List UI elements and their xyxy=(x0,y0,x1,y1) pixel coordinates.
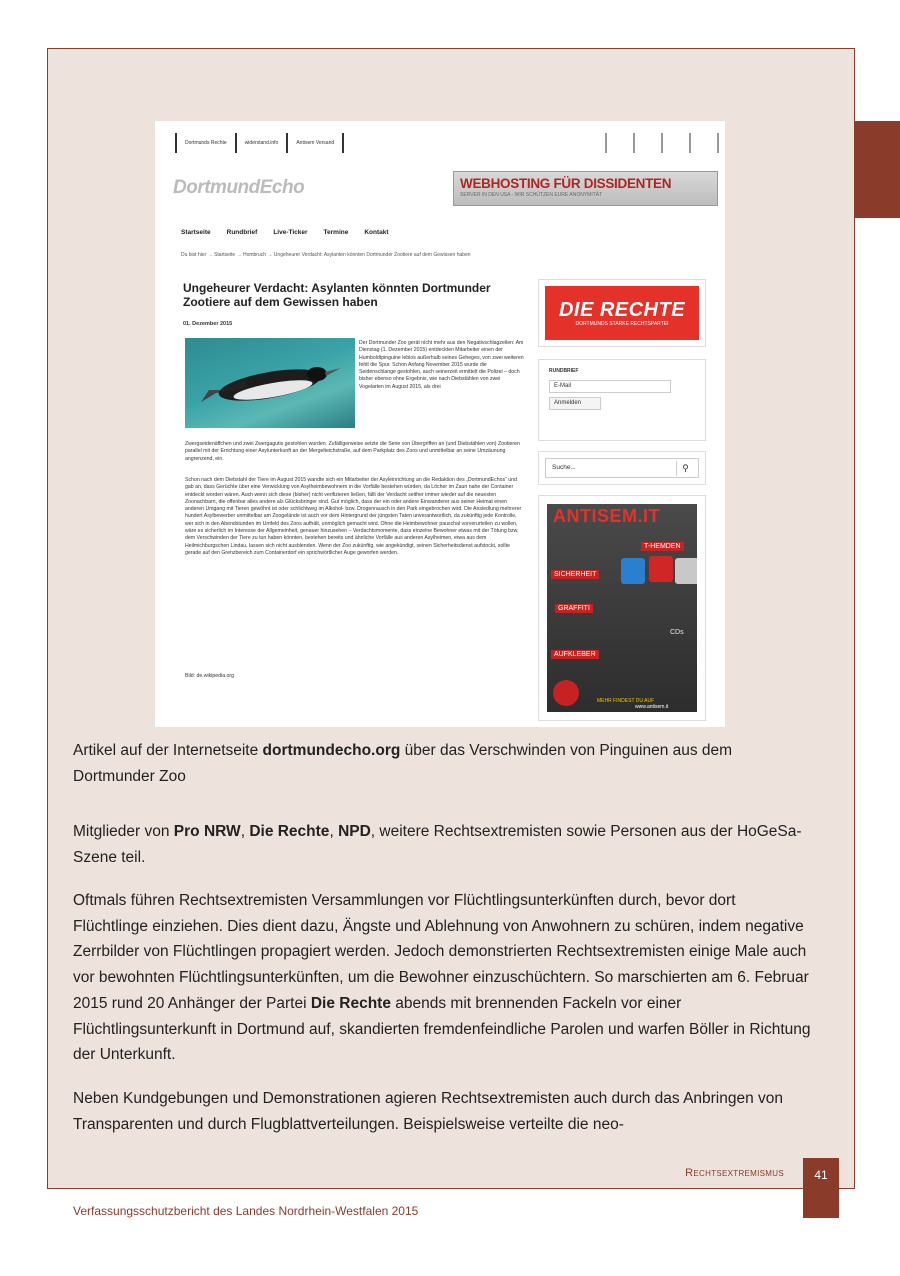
page-number: 41 xyxy=(803,1158,839,1218)
body-bold: Die Rechte xyxy=(249,823,330,840)
caption-site-name: dortmundecho.org xyxy=(262,742,401,759)
article-paragraph: Schon nach dem Diebstahl der Tiere im August 2015 wandte sich ein Mitarbeiter der Asyleinrichtung an die Redaktion des „DortmundEchos“ und gab an, dass Gerüchte über eine Verwicklung von Asylheimbewohnern in die Vorfälle bestehen würden, da Löcher im Zaun nahe der Container entdeckt worden wären. Auch wenn sich diese (bisher) nicht verifizieren ließen, fällt der Verdacht seither immer wieder auf die neuesten Zoonachbarn, die offenbar alles andere als Glücksbringer sind. Gut möglich, dass der ein oder andere Einwanderer aus seiner Heimat einen anderen Umgang mit Tieren gewöhnt ist oder schlichtweg im Alkohol- bzw. Drogenrausch in den Park eingebrochen wird. Die Ansiedlung mehrerer hundert Asylbewerber unmittelbar am Zoogelände ist auch vor dem Hintergrund der jüngsten Taten unverantwortlich, da zukünftig jede Kontrolle, wer sich in den Abendstunden im Umfeld des Zoos aufhält, unmöglich gemacht wird. Ohne die Heimbewohner pauschal vorverurteilen zu wollen, wäre es sicherlich im Interesse der Allgemeinheit, genauer hinzusehen – Verdachtsmomente, dass einzelne Bewohner etwas mit der Tötung bzw. dem Verschwinden der Tiere zu tun haben könnten, bestehen bereits und ähnliche Vorfälle aus anderen Asylheimen, etwa aus dem Heilmichburgschen Lindau, lassen sich nicht ausblenden. Wenn der Zoo zukünftig, wie angekündigt, seinen Sicherheitsdienst aufstockt, sollte gerade auf den Grenzbereich zum Containerdorf ein sprichwörtlicher Auge geworfen werden. xyxy=(185,477,522,556)
breadcrumb: Du bist hier → Startseite → Hombruch → Ungeheurer Verdacht: Asylanten könnten Dortmunder Zootiere auf dem Gewissen haben xyxy=(181,252,471,258)
main-nav-item: Live-Ticker xyxy=(273,229,308,236)
body-paragraph: Neben Kundgebungen und Demonstrationen agieren Rechtsextremisten auch durch das Anbringen von Transparenten und durch Flugblattverteilungen. Beispielsweise verteilte die neo- xyxy=(73,1090,784,1133)
article-paragraph: Der Dortmunder Zoo gerät nicht mehr aus den Negativschlagzeilen: Am Dienstag (1. Dezember 2015) entdeckten Mitarbeiter einen der Humboldtpinguine leblos außerhalb seines Geheges, von zwei weiteren fehlt die Spur. Schon Anfang November 2015 wurde die Seidenschlange gestohlen, auch seinerzeit ermittelt die Polizei – doch bisher ebenso ohne Ergebnis, wie nach Diebstählen von zwei Vogelarten im August 2015, als drei xyxy=(359,340,524,390)
banner-subtitle: SERVER IN DEN USA - WIR SCHÜTZEN EURE ANONYMITÄT xyxy=(460,192,603,198)
body-paragraph xyxy=(73,819,813,870)
email-field: E-Mail xyxy=(549,380,671,393)
ad-url: www.antisem.it xyxy=(635,704,669,710)
body-bold: Pro NRW xyxy=(173,823,241,840)
figure-caption xyxy=(73,738,813,790)
article-paragraph: Zwergseidenäffchen und zwei Zwergagutis gestohlen wurden. Zufälligerweise setzte die Serie von Übergriffen an (und Diebstählen von) Zootieren parallel mit der Errichtung einer Asylunterkunft an der Mergelteichstraße, auf dem Parkplatz des Zoos und unmittelbar an seine Umzäunung angrenzend, ein. xyxy=(185,441,520,462)
ad-label: GRAFFITI xyxy=(555,604,593,613)
section-label: Rechtsextremismus xyxy=(685,1167,784,1179)
party-banner-box xyxy=(538,279,706,347)
screenshot-main-nav xyxy=(181,229,389,236)
ad-label: T-HEMDEN xyxy=(641,542,684,551)
search-field xyxy=(545,458,699,478)
site-logo: DortmundEcho xyxy=(173,177,305,198)
tshirt-icon xyxy=(649,556,673,582)
shop-ad-box xyxy=(538,495,706,721)
subscribe-button: Anmelden xyxy=(549,397,601,410)
ad-label: CDs xyxy=(670,629,684,636)
body-bold: Die Rechte xyxy=(310,994,391,1012)
website-screenshot xyxy=(155,121,725,727)
ad-footer: MEHR FINDEST DU AUF xyxy=(597,698,655,704)
body-paragraph xyxy=(73,888,813,1068)
newsletter-box xyxy=(538,359,706,441)
image-credit: Bild: de.wikipedia.org xyxy=(185,673,235,679)
party-slogan: DORTMUNDS STARKE RECHTSPARTEI xyxy=(575,321,669,327)
search-box xyxy=(538,451,706,485)
penguin-photo xyxy=(185,338,355,428)
search-icon: ⚲ xyxy=(676,461,694,476)
tshirt-icon xyxy=(621,558,645,584)
hosting-banner xyxy=(453,171,718,206)
main-nav-item: Kontakt xyxy=(364,229,389,236)
newsletter-label: RUNDBRIEF xyxy=(549,368,579,374)
body-text: abends mit brennenden Fackeln vor einer Flüchtlingsunterkunft in Dortmund auf, skandierten fremdenfeindliche Parolen und warfen Böller in Richtung der Unterkunft. xyxy=(73,994,811,1064)
main-nav-item: Startseite xyxy=(181,229,211,236)
caption-text: über das Verschwinden von Pinguinen aus dem Dortmunder Zoo xyxy=(73,742,733,785)
ad-label: AUFKLEBER xyxy=(551,650,599,659)
body-text: , xyxy=(240,823,250,840)
main-nav-item: Termine xyxy=(323,229,349,236)
article-date: 01. Dezember 2015 xyxy=(183,321,233,327)
ad-label: SICHERHEIT xyxy=(551,570,599,579)
shop-disc-icon xyxy=(553,680,579,706)
main-nav-item: Rundbrief xyxy=(226,229,258,236)
shop-ad-title: ANTISEM.IT xyxy=(553,506,660,526)
shop-ad xyxy=(547,504,697,712)
body-text: , weitere Rechtsextremisten sowie Personen aus der HoGeSa-Szene teil. xyxy=(73,823,802,866)
top-nav-item: Dortmunds Rechte xyxy=(185,140,227,146)
body-text: Oftmals führen Rechtsextremisten Versammlungen vor Flüchtlingsunterkünften durch, bevor dort Flüchtlinge einziehen. Dies dient dazu, Ängste und Ablehnung von Anwohnern zu schüren, indem negative Zerrbilder von Flüchtlingen propagiert werden. Jedoch demonstrierten Rechtsextremisten einige Male auch vor bewohnten Flüchtlingsunterkünften, um die Bewohner einzuschüchtern. So marschierten am 6. Februar 2015 rund 20 Anhänger der Partei xyxy=(73,892,809,1012)
caption-text: Artikel auf der Internetseite xyxy=(73,742,263,759)
body-text: Mitglieder von xyxy=(73,823,174,840)
social-bars xyxy=(605,133,719,153)
article-title: Ungeheurer Verdacht: Asylanten könnten Dortmunder Zootiere auf dem Gewissen haben xyxy=(183,281,491,309)
banner-title: WEBHOSTING FÜR DISSIDENTEN xyxy=(460,176,672,191)
search-placeholder: Suche... xyxy=(552,464,576,471)
screenshot-top-nav xyxy=(175,133,344,153)
tshirt-icon xyxy=(675,558,697,584)
page-footer: Verfassungsschutzbericht des Landes Nordrhein-Westfalen 2015 xyxy=(73,1204,419,1218)
body-bold: NPD xyxy=(338,823,371,840)
chapter-tab xyxy=(854,121,900,218)
party-logo-text: DIE RECHTE xyxy=(558,299,686,321)
top-nav-item: widerstand.info xyxy=(244,140,279,146)
body-text: , xyxy=(329,823,339,840)
top-nav-item: Antisem Versand xyxy=(296,140,335,146)
